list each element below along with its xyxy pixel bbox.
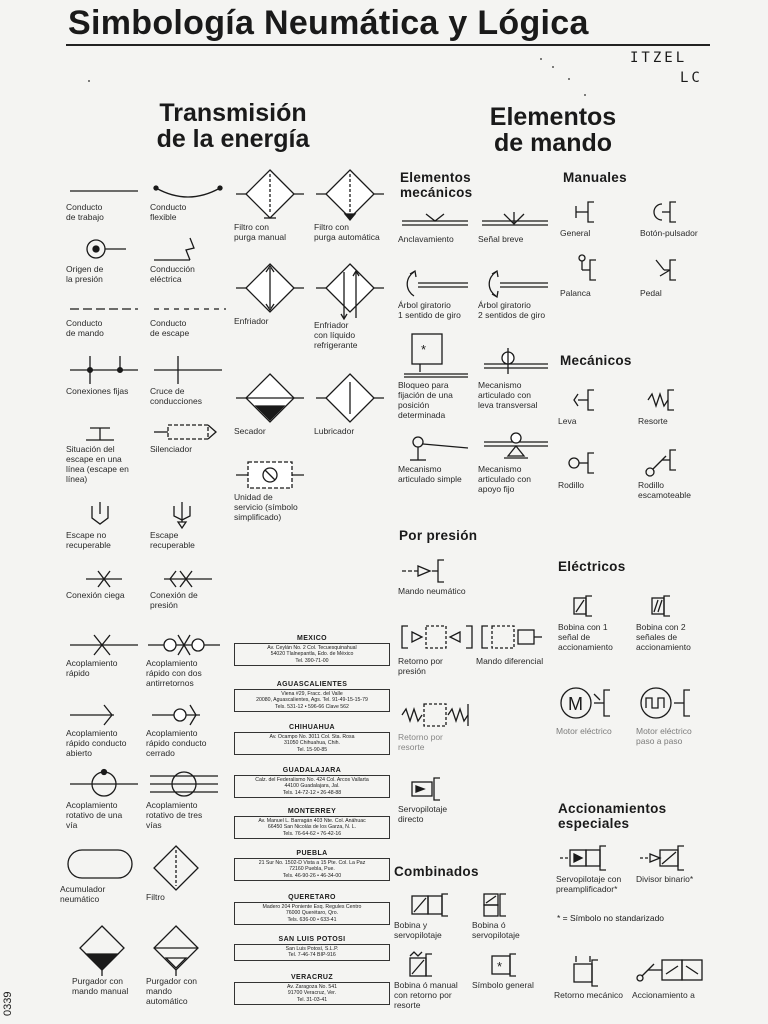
symbol-secador: Secador (234, 372, 306, 436)
detent-icon (398, 208, 472, 234)
rotating-shaft-1-icon (398, 266, 472, 300)
crossing-lines-icon (150, 352, 226, 386)
symbol-conducto-escape: Conducto de escape (150, 300, 230, 338)
rotating-shaft-2-icon (478, 266, 552, 300)
cross-cam-linkage-icon (478, 346, 552, 380)
filter-manual-drain-icon (234, 168, 306, 222)
electric-line-icon (150, 234, 226, 264)
blanked-connection-icon (66, 568, 142, 590)
solenoid-and-pilot-icon (394, 890, 468, 920)
fixed-connection-icon (66, 352, 142, 386)
drain-auto-icon (146, 924, 206, 976)
symbol-retorno-resorte: Retorno por resorte (398, 698, 476, 752)
exhaust-recovery-icon (150, 500, 226, 530)
symbol-silenciador: Silenciador (150, 420, 226, 454)
quick-coupling-check-icon (146, 632, 222, 658)
symbol-bobina-manual: Bobina ó manual con retorno por resorte (394, 950, 468, 1010)
symbol-mando-diferencial: Mando diferencial (476, 618, 550, 666)
section-line-1: Transmisión (159, 99, 307, 127)
symbol-acumulador: Acumulador neumático (60, 844, 140, 904)
symbol-escape-recuperable: Escape recuperable (150, 500, 226, 550)
symbol-accionamiento-a: Accionamiento a (632, 952, 712, 1000)
differential-pilot-icon (476, 618, 550, 656)
roller-icon (558, 446, 624, 480)
pressure-return-icon (398, 618, 476, 656)
symbol-pedal: Pedal (640, 252, 706, 298)
drain-manual-icon (72, 924, 132, 976)
section-line-2: de mando (493, 129, 613, 157)
direct-servo-pilot-icon (398, 774, 472, 804)
quick-coupling-icon (66, 632, 142, 658)
symbol-retorno-mecanico: Retorno mecánico (554, 952, 628, 1000)
subhead-electricos: Eléctricos (558, 559, 626, 574)
symbol-acoplamiento-abierto: Acoplamiento rápido conducto abierto (66, 702, 142, 758)
quick-coupling-closed-icon (146, 702, 222, 728)
symbol-motor-electrico: M Motor eléctrico (556, 680, 626, 736)
solenoid-2-icon (636, 590, 702, 622)
symbol-rotativo-una-via: Acoplamiento rotativo de una vía (66, 768, 142, 830)
svg-text:M: M (568, 694, 583, 714)
symbol-articulado-simple: Mecanismo articulado simple (398, 430, 472, 484)
symbol-manual-general: General (560, 196, 626, 238)
rotary-coupling-1-icon (66, 768, 142, 800)
symbol-senal-breve: Señal breve (478, 208, 552, 244)
cam-icon (558, 384, 624, 416)
symbol-lubricador: Lubricador (314, 372, 386, 436)
working-line-icon (66, 180, 142, 202)
symbol-enfriador-liquido: Enfriador con líquido refrigerante (314, 262, 386, 350)
symbol-conexiones-fijas: Conexiones fijas (66, 352, 142, 396)
title-underline (66, 44, 710, 46)
liquid-cooler-icon (314, 262, 386, 320)
symbol-cruce-conducciones: Cruce de conducciones (150, 352, 226, 406)
flexible-line-icon (150, 180, 226, 202)
symbol-bobina-servo-1: Bobina y servopilotaje (394, 890, 468, 940)
symbol-rodillo-escamoteable: Rodillo escamoteable (638, 446, 704, 500)
lubricator-icon (314, 372, 386, 426)
office-queretaro: QUERETARO Madero 204 Poniente Esq. Regules Centro 76000 Querétaro, Qro. Tels. 636-00 • 633-41 (234, 893, 390, 925)
electric-motor-icon (556, 680, 626, 726)
symbol-servopilotaje-directo: Servopilotaje directo (398, 774, 472, 824)
filter-auto-drain-icon (314, 168, 386, 222)
quick-coupling-open-icon (66, 702, 142, 728)
symbol-acoplamiento-rapido: Acoplamiento rápido (66, 632, 142, 678)
symbol-retorno-presion: Retorno por presión (398, 618, 476, 676)
fixed-pivot-linkage-icon (478, 430, 552, 464)
symbol-purgador-auto: Purgador con mando automático (146, 924, 206, 1006)
symbol-bobina-2: Bobina con 2 señales de accionamiento (636, 590, 702, 652)
subhead-combinados: Combinados (394, 864, 479, 879)
symbol-palanca: Palanca (560, 252, 626, 298)
symbol-filtro-purga-auto: Filtro con purga automática (314, 168, 386, 242)
subhead-mecanicos: Mecánicos (560, 353, 632, 368)
symbol-boton-pulsador: Botón-pulsador (640, 196, 706, 238)
svg-text:*: * (497, 959, 503, 974)
symbol-mando-neumatico: Mando neumático (398, 556, 472, 596)
section-transmision-energia (118, 100, 348, 152)
simple-linkage-icon (398, 430, 472, 464)
section-line-1: Elementos (489, 103, 617, 131)
handwritten-initials: LC (680, 70, 703, 86)
symbol-leva: Leva (558, 384, 624, 426)
pneumatic-pilot-icon (398, 556, 472, 586)
symbol-escape-no-recuperable: Escape no recuperable (66, 500, 142, 550)
symbol-simbolo-general: * Símbolo general (472, 950, 546, 990)
symbol-conducto-flexible: Conducto flexible (150, 180, 226, 222)
symbol-leva-transversal: Mecanismo articulado con leva transversal (478, 346, 552, 410)
section-line-2: de la energía (156, 125, 310, 153)
spring-return-icon (398, 698, 476, 732)
exhaust-no-recovery-icon (66, 500, 142, 530)
symbol-apoyo-fijo: Mecanismo articulado con apoyo fijo (478, 430, 552, 494)
symbol-enfriador: Enfriador (234, 262, 306, 326)
binary-divider-icon (636, 842, 710, 874)
dryer-icon (234, 372, 306, 426)
subhead-manuales: Manuales (563, 170, 627, 185)
svg-text:*: * (421, 342, 427, 357)
symbol-acoplamiento-antirretornos: Acoplamiento rápido con dos antirretornos (146, 632, 222, 688)
spring-icon (638, 384, 704, 416)
symbol-situacion-escape: Situación del escape en una línea (escape en línea) (66, 420, 142, 484)
filter-icon (146, 844, 206, 892)
general-combined-icon (472, 950, 546, 980)
office-san-luis-potosi: SAN LUIS POTOSI San Luis Potosí, S.L.P. Tel. 7-46-74 BIP-916 (234, 935, 390, 961)
office-guadalajara: GUADALAJARA Calz. del Federalismo No. 424 Col. Arcos Vallarta 44100 Guadalajara, Jal. Tels. 14-72-12 • 26-48-88 (234, 766, 390, 798)
inline-exhaust-icon (66, 420, 142, 444)
solenoid-manual-spring-icon (394, 950, 468, 980)
manual-general-icon (560, 196, 626, 228)
position-lock-icon (398, 330, 472, 380)
office-veracruz: VERACRUZ Av. Zaragoza No. 541 91700 Veracruz, Ver. Tel. 31-03-41 (234, 973, 390, 1005)
idle-roller-icon (638, 446, 704, 480)
solenoid-or-pilot-icon (472, 890, 546, 920)
service-unit-icon (234, 458, 306, 492)
office-monterrey: MONTERREY Av. Manuel L. Barragán 403 Nte. Col. Anáhuac 66450 San Nicolás de los Garza, N. L. Tels. 76-64-62 • 76-42-16 (234, 807, 390, 839)
symbol-conexion-ciega: Conexión ciega (66, 568, 142, 600)
symbol-rodillo: Rodillo (558, 446, 624, 490)
page-title: Simbología Neumática y Lógica (68, 4, 589, 42)
symbol-purgador-manual: Purgador con mando manual (72, 924, 132, 996)
exhaust-line-icon (150, 300, 230, 318)
symbol-conexion-presion: Conexión de presión (150, 568, 226, 610)
accumulator-icon (60, 844, 140, 884)
symbol-bloqueo: * Bloqueo para fijación de una posición determinada (398, 330, 472, 420)
push-button-icon (640, 196, 706, 228)
mechanical-return-icon (554, 952, 628, 990)
lever-icon (560, 252, 626, 288)
symbol-rotativo-tres-vias: Acoplamiento rotativo de tres vías (146, 768, 222, 830)
cooler-icon (234, 262, 306, 316)
stepper-motor-icon (636, 680, 706, 726)
amplified-servo-pilot-icon (556, 842, 630, 874)
symbol-arbol-2: Árbol giratorio 2 sentidos de giro (478, 266, 552, 320)
symbol-conducto-trabajo: Conducto de trabajo (66, 180, 142, 222)
symbol-filtro-purga-manual: Filtro con purga manual (234, 168, 306, 242)
symbol-anclavamiento: Anclavamiento (398, 208, 472, 244)
subhead-por-presion: Por presión (399, 528, 478, 543)
special-actuation-icon (632, 952, 712, 990)
symbol-arbol-1: Árbol giratorio 1 sentido de giro (398, 266, 472, 320)
short-signal-icon (478, 208, 552, 234)
solenoid-1-icon (558, 590, 624, 622)
pedal-icon (640, 252, 706, 288)
subhead-elementos-mecanicos: Elementos mecánicos (400, 170, 473, 200)
rotary-coupling-3-icon (146, 768, 222, 800)
section-elementos-mando (448, 104, 658, 156)
symbol-servopilotaje-pream: Servopilotaje con preamplificador* (556, 842, 630, 894)
symbol-bobina-1: Bobina con 1 señal de accionamiento (558, 590, 624, 652)
handwritten-name: ITZEL (630, 50, 688, 66)
symbol-bobina-servo-2: Bobina ó servopilotaje (472, 890, 546, 940)
office-puebla: PUEBLA 21 Sur No. 1502-D Vista a 15 Pte. Col. La Paz 72160 Puebla, Pue. Tels. 46-90-26 • 46-34-00 (234, 849, 390, 881)
symbol-conduccion-electrica: Conducción eléctrica (150, 234, 226, 284)
office-mexico: MEXICO Av. Ceylán No. 2 Col. Tecuesquinahual 54020 Tlalnepantla, Edo. de México Tel. 390-71-00 (234, 634, 390, 666)
symbol-conducto-mando: Conducto de mando (66, 300, 142, 338)
silencer-icon (150, 420, 226, 444)
symbol-acoplamiento-cerrado: Acoplamiento rápido conducto cerrado (146, 702, 222, 758)
symbol-filtro: Filtro (146, 844, 206, 902)
symbol-unidad-servicio: Unidad de servicio (símbolo simplificado) (234, 458, 306, 522)
symbol-motor-paso: Motor eléctrico paso a paso (636, 680, 706, 746)
pilot-line-icon (66, 300, 142, 318)
footnote: * = Símbolo no standarizado (557, 913, 665, 923)
pressure-connection-icon (150, 568, 226, 590)
office-aguascalientes: AGUASCALIENTES Viena #29, Fracc. del Valle 20080, Aguascalientes, Ags. Tel. 91-49-15-15-79 Tels. 531-12 • 596-66 Clave 562 (234, 680, 390, 712)
symbol-divisor-binario: Divisor binario* (636, 842, 710, 884)
symbol-origen-presion: Origen de la presión (66, 234, 142, 284)
side-page-code: 0339 (2, 991, 14, 1016)
subhead-accionamientos-especiales: Accionamientos especiales (558, 801, 667, 831)
symbol-resorte: Resorte (638, 384, 704, 426)
office-chihuahua: CHIHUAHUA Av. Ocampo No. 3011 Col. Sta. Rosa 31050 Chihuahua, Chih. Tel. 15-90-85 (234, 723, 390, 755)
pressure-source-icon (66, 234, 142, 264)
